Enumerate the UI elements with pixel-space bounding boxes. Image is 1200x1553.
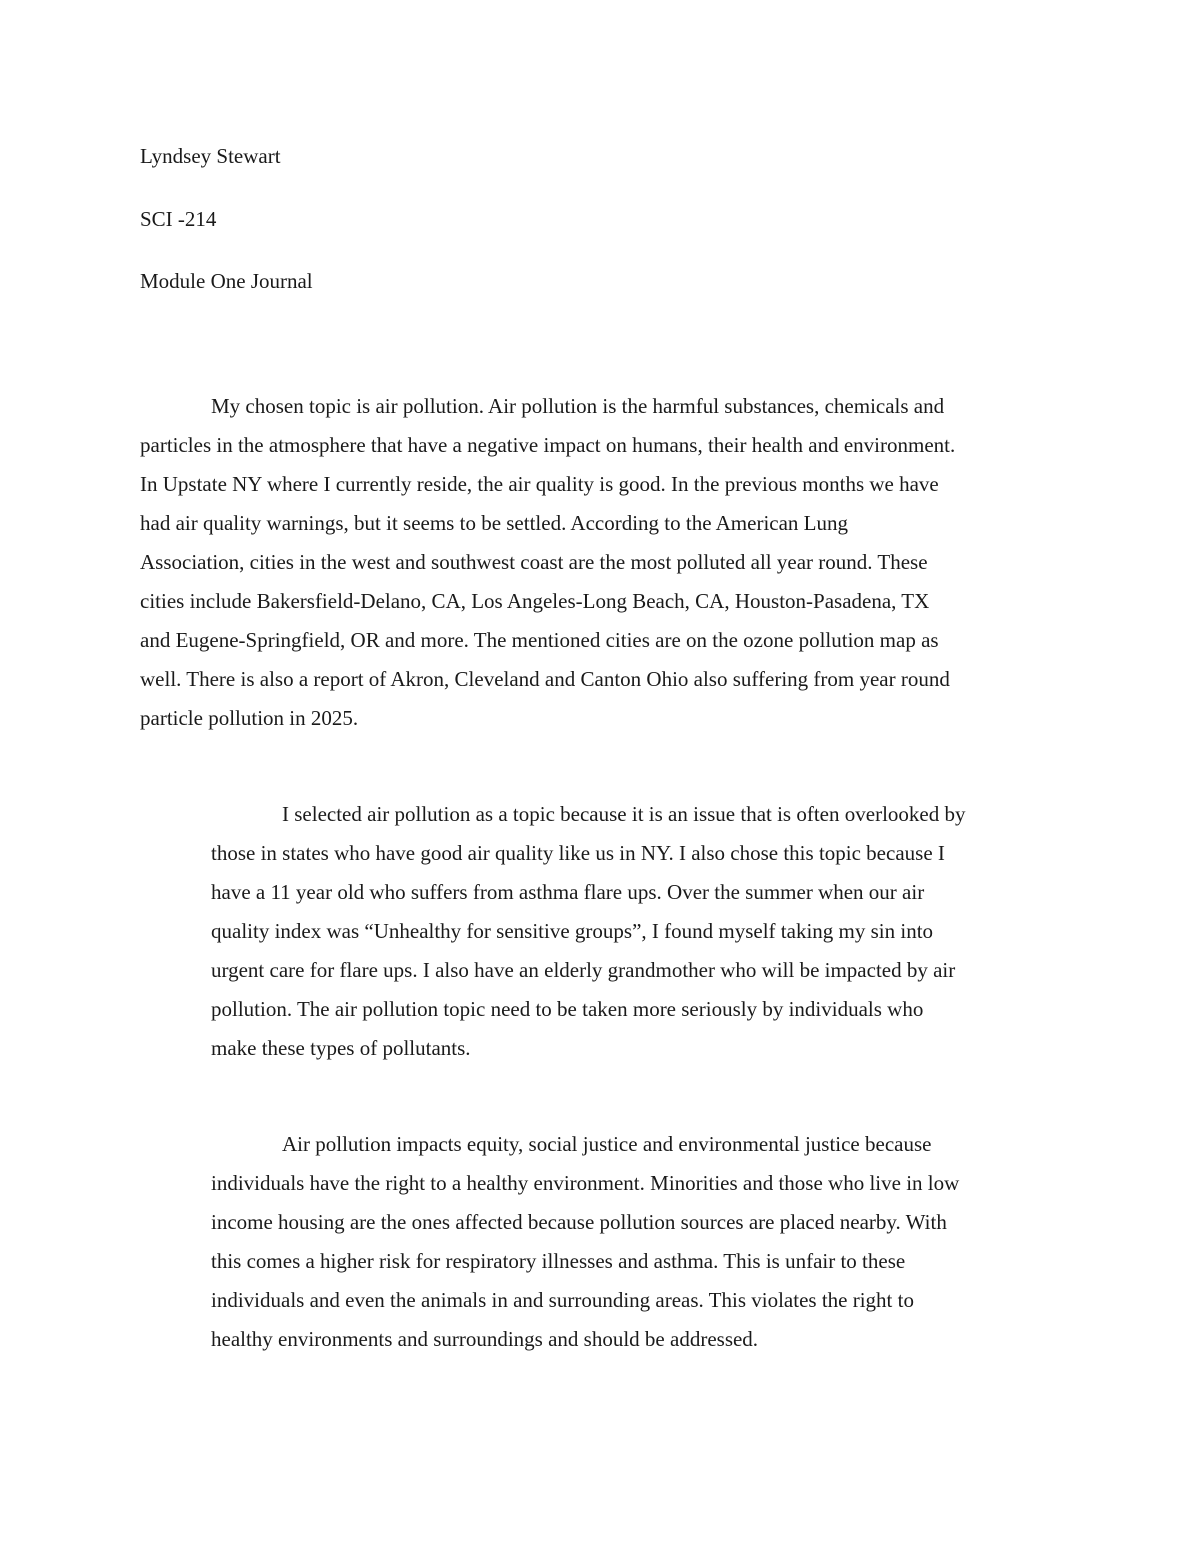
paragraph-line: urgent care for flare ups. I also have an elderly grandmother who will be impacted by air [211, 958, 956, 982]
paragraph-line: individuals and even the animals in and surrounding areas. This violates the right to [211, 1288, 914, 1312]
paragraph-line: I selected air pollution as a topic because it is an issue that is often overlooked by [282, 802, 966, 826]
paragraph-2 [211, 795, 965, 1068]
paragraph-line: have a 11 year old who suffers from asthma flare ups. Over the summer when our air [211, 880, 925, 904]
paragraph-1 [140, 387, 955, 738]
paragraph-line: particle pollution in 2025. [140, 706, 359, 730]
paragraph-line: particles in the atmosphere that have a negative impact on humans, their health and environment. [140, 433, 956, 457]
paragraph-line: had air quality warnings, but it seems to be settled. According to the American Lung [140, 511, 849, 535]
paragraph-line: income housing are the ones affected because pollution sources are placed nearby. With [211, 1210, 947, 1234]
paragraph-line: those in states who have good air quality like us in NY. I also chose this topic because I [211, 841, 945, 865]
assignment-title: Module One Journal [140, 269, 313, 293]
paragraph-line: cities include Bakersfield-Delano, CA, Los Angeles-Long Beach, CA, Houston-Pasadena, TX [140, 589, 930, 613]
paragraph-line: this comes a higher risk for respiratory illnesses and asthma. This is unfair to these [211, 1249, 906, 1273]
paragraph-line: healthy environments and surroundings and should be addressed. [211, 1327, 759, 1351]
paragraph-line: In Upstate NY where I currently reside, the air quality is good. In the previous months we have [140, 472, 939, 496]
paragraph-line: pollution. The air pollution topic need to be taken more seriously by individuals who [211, 997, 924, 1021]
paragraph-line: Association, cities in the west and southwest coast are the most polluted all year round. These [140, 550, 928, 574]
paragraph-line: Air pollution impacts equity, social justice and environmental justice because [282, 1132, 932, 1156]
course-code: SCI -214 [140, 207, 217, 231]
paragraph-line: make these types of pollutants. [211, 1036, 471, 1060]
author-name: Lyndsey Stewart [140, 144, 281, 168]
paragraph-line: well. There is also a report of Akron, Cleveland and Canton Ohio also suffering from year round [140, 667, 950, 691]
paragraph-line: individuals have the right to a healthy environment. Minorities and those who live in low [211, 1171, 960, 1195]
paragraph-line: My chosen topic is air pollution. Air pollution is the harmful substances, chemicals and [211, 394, 945, 418]
paragraph-line: quality index was “Unhealthy for sensitive groups”, I found myself taking my sin into [211, 919, 934, 943]
paragraph-line: and Eugene-Springfield, OR and more. The mentioned cities are on the ozone pollution map as [140, 628, 939, 652]
paragraph-3 [211, 1125, 959, 1359]
